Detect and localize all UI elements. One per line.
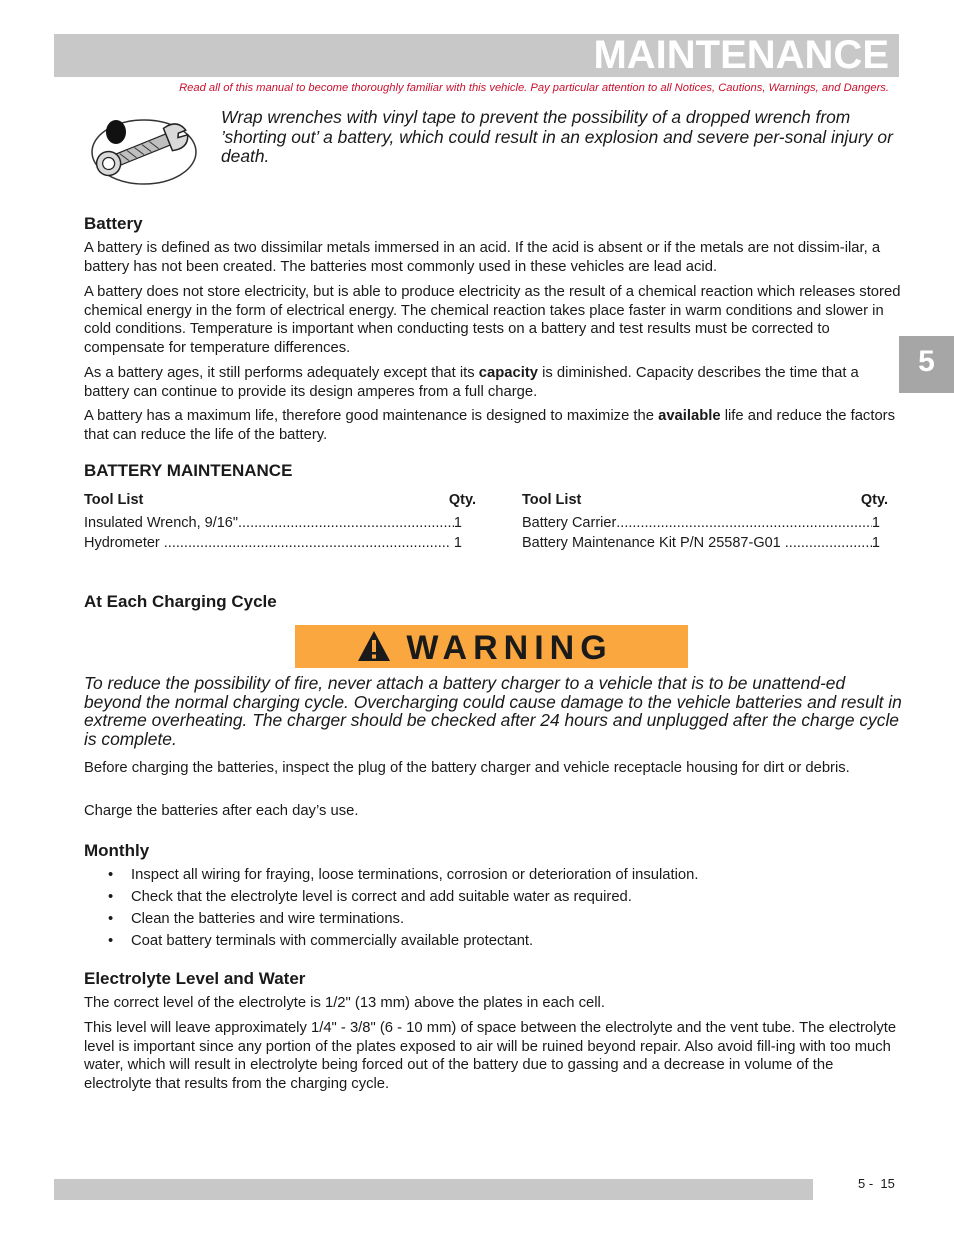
wrench-icon: [86, 110, 198, 186]
list-item-text: Coat battery terminals with commercially available protectant.: [131, 933, 534, 949]
warning-label: WARNING: [406, 629, 613, 667]
tool-name: Hydrometer: [84, 534, 160, 551]
tool-list-right: [522, 492, 888, 553]
bullet-icon: •: [108, 867, 114, 883]
chapter-tab: 5: [899, 336, 954, 393]
charging-paragraph-1: Before charging the batteries, inspect the plug of the battery charger and vehicle receptacle housing for dirt or debris.: [84, 760, 850, 776]
tool-column-header: Tool List: [522, 492, 582, 508]
capacity-emphasis: capacity: [478, 365, 539, 381]
electrolyte-paragraph-2: This level will leave approximately 1/4" - 3/8" (6 - 10 mm) of space between the electrolyte and the vent tube. The electrolyte level is important since any portion of the plates exposed to air will be ruined beyond repair. Also avoid fill-ing with too much water, which will result in electrolyte being forced out of the battery due to gassing and a decrease in volume of the electrolyte that results from the charging cycle.: [84, 1020, 897, 1092]
electrolyte-paragraph-1: The correct level of the electrolyte is 1/2" (13 mm) above the plates in each cell.: [84, 995, 605, 1011]
battery-paragraph-3: [84, 364, 902, 401]
charging-paragraph-2: Charge the batteries after each day’s use.: [84, 803, 359, 819]
tool-column-header: Tool List: [84, 492, 144, 508]
bullet-icon: •: [108, 911, 114, 927]
tool-list-header: [84, 492, 476, 508]
text-span: life and reduce the factors that can reduce the life of the battery.: [84, 408, 896, 443]
warning-text: To reduce the possibility of fire, never attach a battery charger to a vehicle that is to be unattend-ed beyond the normal charging cycle. Overcharging could cause damage to the vehicle batteries and result in extreme overheating. The charger should be checked after 24 hours and unplugged after the charge cycle is complete.: [84, 673, 902, 749]
leader-dots: [164, 534, 450, 554]
header-bar: [54, 34, 899, 77]
qty-column-header: Qty.: [448, 492, 476, 508]
bullet-icon: •: [108, 933, 114, 949]
text-span: A battery has a maximum life, therefore good maintenance is designed to maximize the: [84, 408, 659, 424]
list-item: [84, 930, 902, 952]
tool-qty: 1: [871, 534, 880, 551]
tool-name: Battery Carrier: [522, 515, 617, 531]
leader-dots: [238, 514, 454, 534]
battery-maintenance-heading: BATTERY MAINTENANCE: [84, 461, 293, 480]
list-item: [84, 908, 902, 930]
tool-qty: 1: [871, 515, 880, 531]
battery-paragraph-4: [84, 407, 902, 444]
wrench-warning-text: Wrap wrenches with vinyl tape to prevent the possibility of a dropped wrench from ’shorting out’ a battery, which could result in an explosion and severe per-sonal injury or death.: [221, 107, 893, 166]
tool-row: [84, 534, 462, 554]
tool-row: [522, 514, 880, 534]
list-item: [84, 864, 902, 886]
list-item-text: Inspect all wiring for fraying, loose terminations, corrosion or deterioration of insulation.: [131, 867, 699, 883]
battery-heading: Battery: [84, 214, 143, 233]
bullet-icon: •: [108, 889, 114, 905]
list-item: [84, 886, 902, 908]
tool-name: Insulated Wrench, 9/16": [84, 515, 238, 531]
monthly-heading: Monthly: [84, 841, 150, 860]
available-emphasis: available: [658, 408, 721, 424]
monthly-checklist: [84, 864, 902, 952]
tool-list-left: [84, 492, 476, 553]
qty-column-header: Qty.: [860, 492, 888, 508]
list-item-text: Clean the batteries and wire terminations.: [131, 911, 405, 927]
footer-bar: [54, 1179, 813, 1200]
tool-row: [84, 514, 462, 534]
tool-name: Battery Maintenance Kit P/N 25587-G01: [522, 534, 781, 551]
electrolyte-heading: Electrolyte Level and Water: [84, 969, 306, 988]
tool-qty: 1: [453, 534, 462, 551]
tool-list-header: [522, 492, 888, 508]
tool-qty: 1: [453, 515, 462, 531]
leader-dots: [785, 534, 872, 554]
charging-cycle-heading: At Each Charging Cycle: [84, 592, 277, 611]
text-span: is diminished. Capacity describes the time that a battery can continue to provide its design amperes from a full charge.: [84, 365, 859, 400]
text-span: As a battery ages, it still performs adequately except that its: [84, 365, 479, 381]
leader-dots: [616, 514, 872, 534]
battery-paragraph-2: A battery does not store electricity, but is able to produce electricity as the result of a chemical reaction which releases stored chemical energy in the form of electrical energy. The chemical reaction takes place faster in warm conditions and slower in cold conditions. Temperature is important when conducting tests on a battery and test results must be corrected to compensate for temperature differences.: [84, 284, 901, 356]
warning-banner: [295, 625, 688, 668]
safety-notice: Read all of this manual to become thoroughly familiar with this vehicle. Pay particular attention to all Notices, Cautions, Warnings, and Dangers.: [179, 82, 889, 94]
page-number: 5 - 15: [858, 1176, 895, 1191]
tool-row: [522, 534, 880, 554]
list-item-text: Check that the electrolyte level is correct and add suitable water as required.: [131, 889, 632, 905]
battery-paragraph-1: A battery is defined as two dissimilar metals immersed in an acid. If the acid is absent or if the metals are not dissim-ilar, a battery has not been created. The batteries most commonly used in these vehicles are lead acid.: [84, 240, 881, 275]
page-title: MAINTENANCE: [593, 33, 889, 77]
